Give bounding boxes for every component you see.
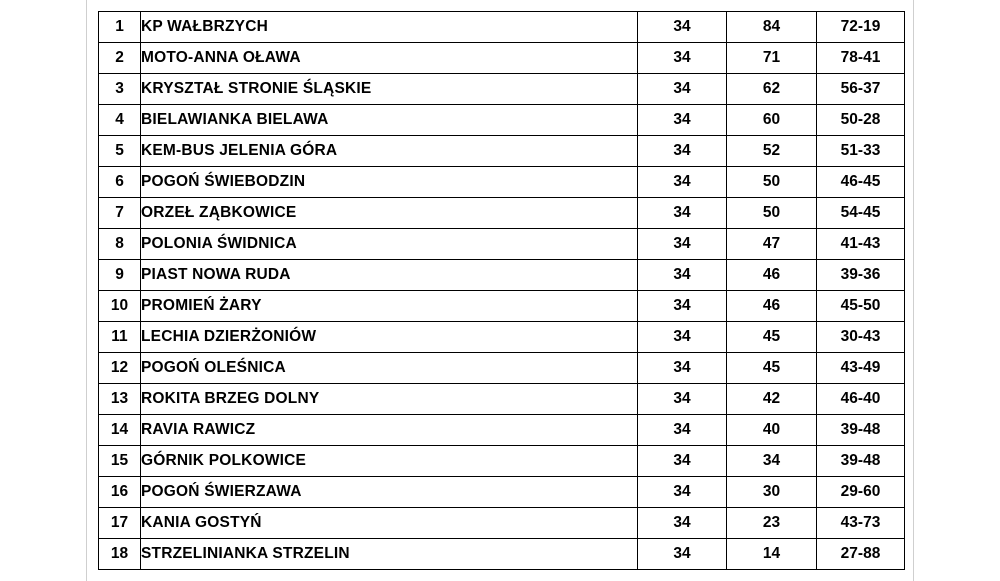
position-cell: 17: [99, 508, 141, 539]
goals-cell: 72-19: [817, 12, 905, 43]
goals-cell: 30-43: [817, 322, 905, 353]
games-cell: 34: [638, 12, 727, 43]
position-cell: 10: [99, 291, 141, 322]
points-cell: 50: [727, 198, 817, 229]
team-name-cell: RAVIA RAWICZ: [141, 415, 638, 446]
team-name-cell: POGOŃ ŚWIEBODZIN: [141, 167, 638, 198]
games-cell: 34: [638, 198, 727, 229]
position-cell: 7: [99, 198, 141, 229]
table-row: [99, 229, 905, 260]
table-row: [99, 74, 905, 105]
points-cell: 50: [727, 167, 817, 198]
goals-cell: 27-88: [817, 539, 905, 570]
games-cell: 34: [638, 43, 727, 74]
points-cell: 14: [727, 539, 817, 570]
team-name-cell: POGOŃ ŚWIERZAWA: [141, 477, 638, 508]
goals-cell: 43-49: [817, 353, 905, 384]
points-cell: 42: [727, 384, 817, 415]
table-row: [99, 198, 905, 229]
points-cell: 71: [727, 43, 817, 74]
table-row: [99, 477, 905, 508]
games-cell: 34: [638, 539, 727, 570]
games-cell: 34: [638, 508, 727, 539]
position-cell: 6: [99, 167, 141, 198]
team-name-cell: LECHIA DZIERŻONIÓW: [141, 322, 638, 353]
goals-cell: 46-40: [817, 384, 905, 415]
points-cell: 45: [727, 353, 817, 384]
document-page: [86, 0, 914, 581]
games-cell: 34: [638, 260, 727, 291]
team-name-cell: PIAST NOWA RUDA: [141, 260, 638, 291]
table-row: [99, 353, 905, 384]
position-cell: 8: [99, 229, 141, 260]
points-cell: 34: [727, 446, 817, 477]
team-name-cell: POGOŃ OLEŚNICA: [141, 353, 638, 384]
points-cell: 40: [727, 415, 817, 446]
table-row: [99, 384, 905, 415]
table-row: [99, 43, 905, 74]
table-row: [99, 105, 905, 136]
points-cell: 60: [727, 105, 817, 136]
games-cell: 34: [638, 322, 727, 353]
team-name-cell: KRYSZTAŁ STRONIE ŚLĄSKIE: [141, 74, 638, 105]
games-cell: 34: [638, 105, 727, 136]
games-cell: 34: [638, 384, 727, 415]
position-cell: 12: [99, 353, 141, 384]
goals-cell: 56-37: [817, 74, 905, 105]
team-name-cell: ORZEŁ ZĄBKOWICE: [141, 198, 638, 229]
team-name-cell: PROMIEŃ ŻARY: [141, 291, 638, 322]
team-name-cell: KANIA GOSTYŃ: [141, 508, 638, 539]
table-row: [99, 136, 905, 167]
table-row: [99, 291, 905, 322]
points-cell: 62: [727, 74, 817, 105]
position-cell: 5: [99, 136, 141, 167]
table-row: [99, 446, 905, 477]
team-name-cell: KP WAŁBRZYCH: [141, 12, 638, 43]
points-cell: 47: [727, 229, 817, 260]
games-cell: 34: [638, 229, 727, 260]
team-name-cell: GÓRNIK POLKOWICE: [141, 446, 638, 477]
table-row: [99, 415, 905, 446]
table-row: [99, 508, 905, 539]
team-name-cell: MOTO-ANNA OŁAWA: [141, 43, 638, 74]
points-cell: 30: [727, 477, 817, 508]
position-cell: 13: [99, 384, 141, 415]
goals-cell: 51-33: [817, 136, 905, 167]
team-name-cell: BIELAWIANKA BIELAWA: [141, 105, 638, 136]
goals-cell: 54-45: [817, 198, 905, 229]
goals-cell: 39-48: [817, 415, 905, 446]
standings-table: [98, 11, 905, 570]
position-cell: 3: [99, 74, 141, 105]
goals-cell: 45-50: [817, 291, 905, 322]
points-cell: 84: [727, 12, 817, 43]
goals-cell: 46-45: [817, 167, 905, 198]
table-row: [99, 167, 905, 198]
goals-cell: 41-43: [817, 229, 905, 260]
position-cell: 2: [99, 43, 141, 74]
position-cell: 4: [99, 105, 141, 136]
points-cell: 23: [727, 508, 817, 539]
team-name-cell: KEM-BUS JELENIA GÓRA: [141, 136, 638, 167]
games-cell: 34: [638, 446, 727, 477]
games-cell: 34: [638, 291, 727, 322]
table-row: [99, 322, 905, 353]
games-cell: 34: [638, 136, 727, 167]
goals-cell: 78-41: [817, 43, 905, 74]
position-cell: 9: [99, 260, 141, 291]
goals-cell: 39-48: [817, 446, 905, 477]
games-cell: 34: [638, 353, 727, 384]
games-cell: 34: [638, 477, 727, 508]
position-cell: 14: [99, 415, 141, 446]
points-cell: 45: [727, 322, 817, 353]
table-row: [99, 260, 905, 291]
position-cell: 11: [99, 322, 141, 353]
goals-cell: 39-36: [817, 260, 905, 291]
games-cell: 34: [638, 415, 727, 446]
table-row: [99, 12, 905, 43]
goals-cell: 29-60: [817, 477, 905, 508]
goals-cell: 50-28: [817, 105, 905, 136]
goals-cell: 43-73: [817, 508, 905, 539]
games-cell: 34: [638, 74, 727, 105]
position-cell: 15: [99, 446, 141, 477]
games-cell: 34: [638, 167, 727, 198]
position-cell: 16: [99, 477, 141, 508]
team-name-cell: POLONIA ŚWIDNICA: [141, 229, 638, 260]
table-row: [99, 539, 905, 570]
position-cell: 18: [99, 539, 141, 570]
points-cell: 46: [727, 260, 817, 291]
points-cell: 52: [727, 136, 817, 167]
team-name-cell: STRZELINIANKA STRZELIN: [141, 539, 638, 570]
points-cell: 46: [727, 291, 817, 322]
team-name-cell: ROKITA BRZEG DOLNY: [141, 384, 638, 415]
position-cell: 1: [99, 12, 141, 43]
